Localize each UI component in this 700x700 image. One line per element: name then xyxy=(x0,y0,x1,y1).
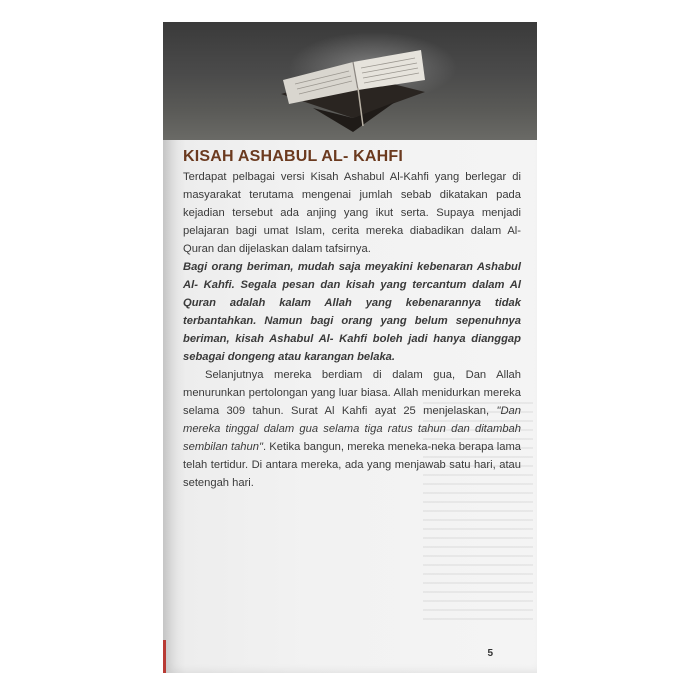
chapter-title: KISAH ASHABUL AL- KAHFI xyxy=(183,148,403,165)
paragraph-intro: Terdapat pelbagai versi Kisah Ashabul Al-Kahfi yang berlegar di masyarakat terutama mengenai jumlah sebab dikatakan pada kejadian tersebut ada anjing yang ikut serta. Supaya menjadi pelajaran bagi umat Islam, cerita mereka diabadikan dalam Al-Quran dan dijelaskan dalam tafsirnya. xyxy=(183,171,521,255)
quran-on-stand-photo xyxy=(163,22,537,140)
paragraph-emphasis: Bagi orang beriman, mudah saja meyakini kebenaran Ashabul Al- Kahfi. Segala pesan dan kisah yang tercantum dalam Al Quran adalah kalam Allah yang kebenarannya tidak terbantahkan. Namun bagi orang yang belum sepenuhnya beriman, kisah Ashabul Al- Kahfi boleh jadi hanya dianggap sebagai dongeng atau karangan belaka. xyxy=(183,261,521,363)
red-edge-strip xyxy=(163,640,166,673)
page-number: 5 xyxy=(487,648,493,659)
paragraph-story-text-before: Selanjutnya mereka berdiam di dalam gua, Dan Allah menurunkan pertolongan yang luar biasa. Allah menidurkan mereka selama 309 tahun. Surat Al Kahfi ayat 25 menjelaskan, xyxy=(183,369,521,417)
book-page xyxy=(163,22,537,673)
paragraph-story xyxy=(183,366,521,492)
book-right-page xyxy=(353,50,425,90)
paragraph-story-text-after: . Ketika bangun, mereka meneka-neka berapa lama telah tertidur. Di antara mereka, ada yang menjawab satu hari, atau setengah hari. xyxy=(183,441,521,489)
quran-quote: "Dan mereka tinggal dalam gua selama tiga ratus tahun dan ditambah sembilan tahun" xyxy=(183,405,521,453)
page-content xyxy=(183,146,521,492)
quran-stand-illustration xyxy=(163,22,537,140)
